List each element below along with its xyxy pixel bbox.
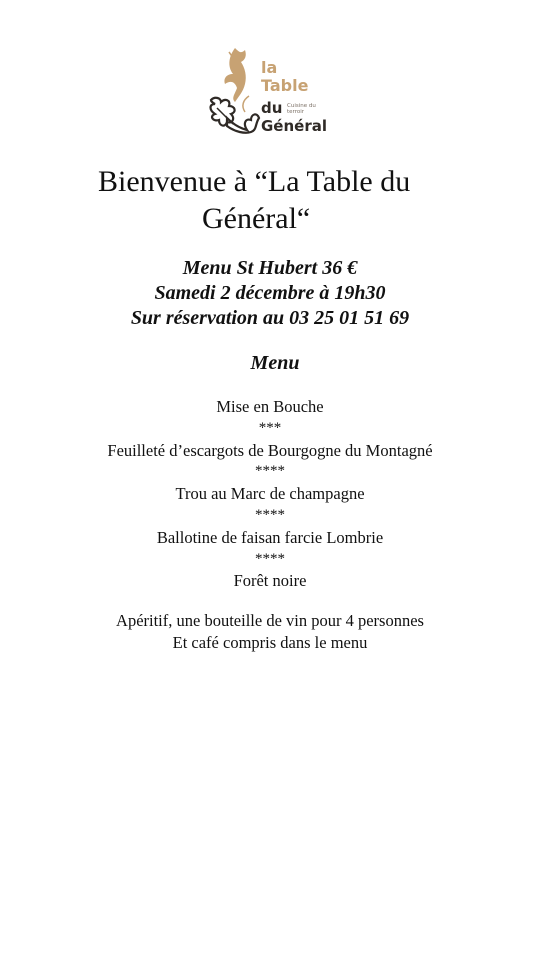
logo-tagline: Cuisine du terroir	[287, 103, 316, 116]
menu-list	[0, 396, 540, 592]
footer-line-2: Et café compris dans le menu	[172, 633, 368, 652]
logo-word-du: du	[261, 99, 283, 117]
menu-separator: ****	[255, 463, 285, 480]
event-date: Samedi 2 décembre à 19h30	[154, 282, 386, 304]
menu-heading: Menu	[250, 352, 300, 374]
restaurant-logo	[205, 40, 335, 145]
logo-word-table: Table	[261, 76, 309, 95]
menu-separator: ****	[255, 550, 285, 567]
menu-dish: Feuilleté d’escargots de Bourgogne du Montagné	[107, 440, 433, 460]
menu-name: Menu St Hubert 36 €	[182, 257, 358, 279]
logo-word-la: la	[261, 58, 278, 77]
footer-line-1: Apéritif, une bouteille de vin pour 4 personnes	[116, 611, 424, 630]
title-line-1: Bienvenue à “La Table du	[98, 165, 411, 198]
reservation-phone: Sur réservation au 03 25 01 51 69	[130, 307, 410, 329]
menu-separator: ***	[258, 419, 282, 436]
menu-dish: Forêt noire	[233, 571, 307, 591]
logo-word-general: Général	[261, 117, 327, 135]
menu-dish: Ballotine de faisan farcie Lombrie	[156, 527, 384, 547]
menu-separator: ****	[255, 506, 285, 523]
menu-dish: Trou au Marc de champagne	[175, 484, 365, 504]
menu-dish: Mise en Bouche	[216, 397, 324, 416]
title-line-2: Général“	[202, 202, 311, 235]
menu-footer	[0, 610, 540, 654]
event-info	[0, 256, 540, 331]
